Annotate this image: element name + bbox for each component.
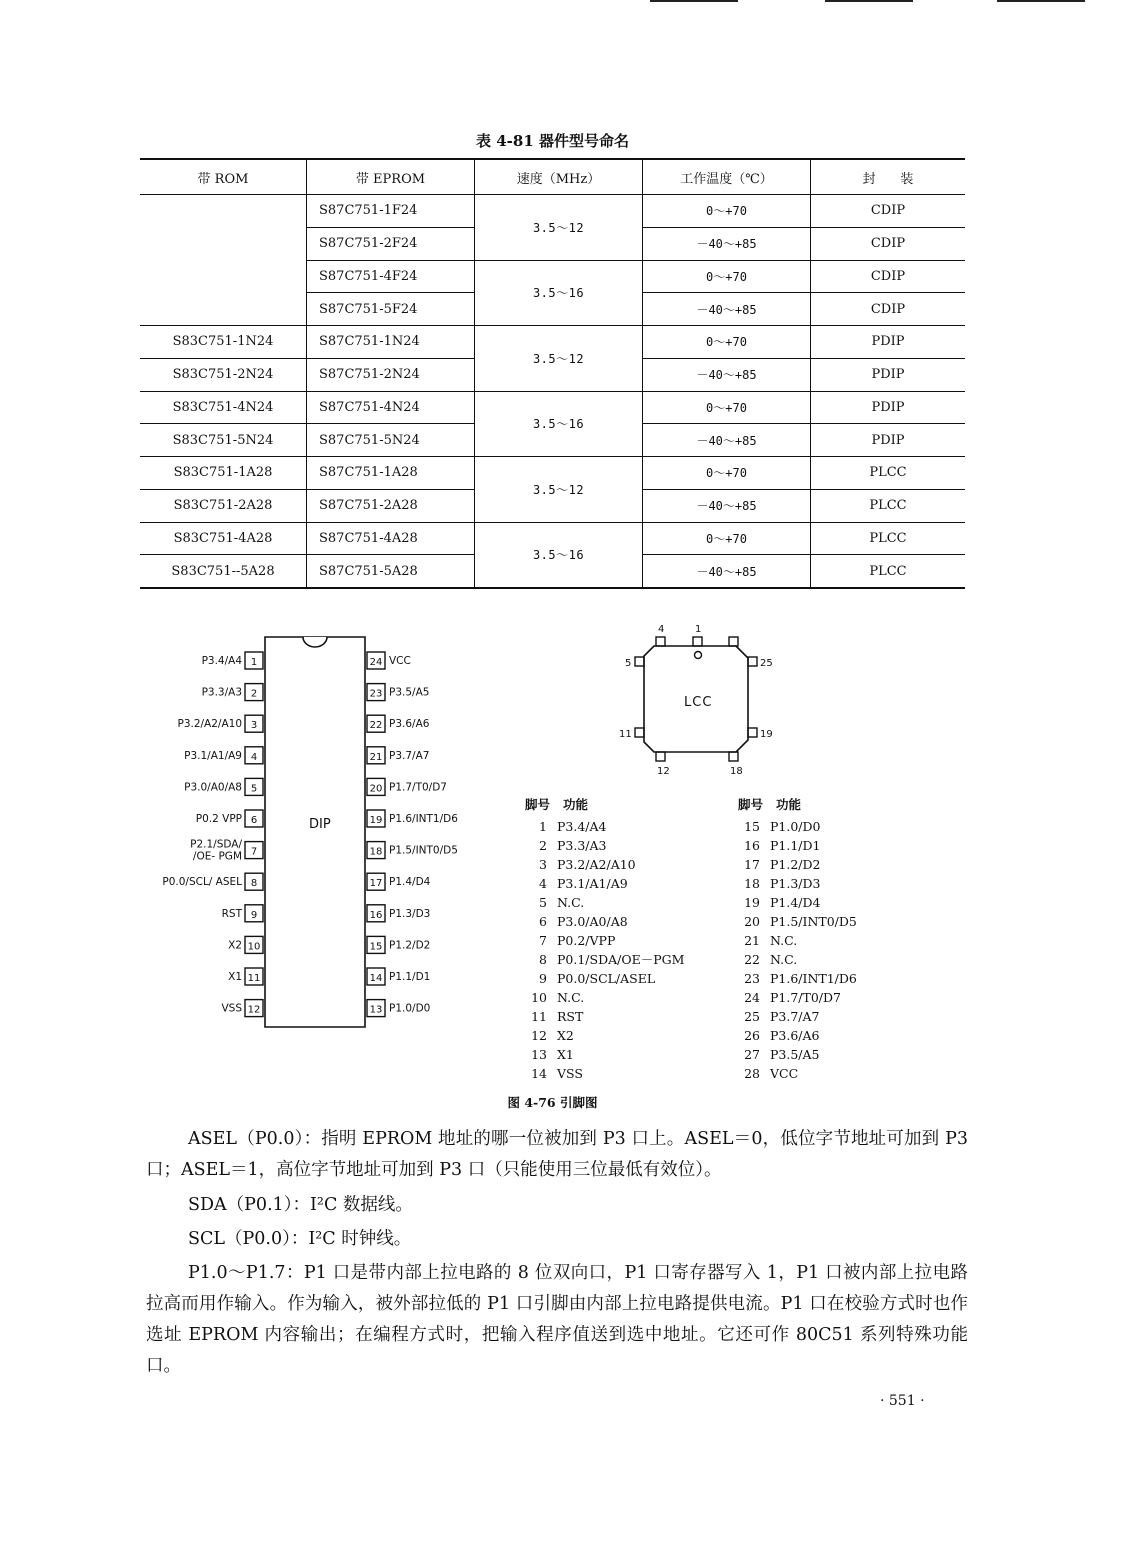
lcc-package-diagram [610, 610, 810, 780]
pin-function: P1.1/D1 [770, 838, 821, 853]
dip-pin-label: VSS [221, 1002, 242, 1015]
pin-function: P3.6/A6 [770, 1028, 820, 1043]
lcc-pin-pad [693, 637, 702, 646]
page-number: · 551 · [880, 1393, 925, 1409]
pin-number: 3 [539, 857, 547, 872]
pin-function: P3.3/A3 [557, 838, 607, 853]
rom-cell: S83C751--5A28 [140, 555, 307, 588]
pin-number: 2 [539, 838, 547, 853]
dip-pin-label: P2.1/SDA/ [190, 838, 242, 851]
lcc-pin-pad [656, 637, 665, 646]
pin-function: P3.4/A4 [557, 819, 607, 834]
eprom-cell: S87C751-5F24 [307, 293, 475, 326]
pin-function: P0.1/SDA/OE－PGM [557, 952, 685, 967]
dip-pin-label: P1.2/D2 [389, 939, 431, 952]
pin-function-table-left [525, 795, 725, 1083]
pin-number: 9 [539, 971, 547, 986]
eprom-cell: S87C751-2A28 [307, 489, 475, 522]
lcc-pin-pad [656, 752, 665, 761]
eprom-cell: S87C751-2N24 [307, 358, 475, 391]
rom-cell: S83C751-1N24 [140, 326, 307, 359]
temp-cell: －40～+85 [643, 227, 811, 260]
eprom-cell: S87C751-4N24 [307, 391, 475, 424]
temp-cell: 0～+70 [643, 260, 811, 293]
package-cell: PDIP [811, 424, 966, 457]
pin-function: P0.0/SCL/ASEL [557, 971, 656, 986]
pin-number: 4 [539, 876, 547, 891]
dip-body [265, 637, 365, 1027]
pin-function: P1.6/INT1/D6 [770, 971, 857, 986]
pin-table-row [525, 912, 725, 931]
table-row [140, 522, 965, 555]
eprom-cell: S87C751-5N24 [307, 424, 475, 457]
dip-pin-label: P1.4/D4 [389, 876, 431, 889]
temp-cell: －40～+85 [643, 358, 811, 391]
pin-number: 27 [744, 1047, 760, 1062]
speed-cell: 3.5～12 [475, 195, 643, 261]
pin-function: X1 [557, 1047, 574, 1062]
pin-number: 1 [539, 819, 547, 834]
pin-table-row [525, 950, 725, 969]
eprom-cell: S87C751-5A28 [307, 555, 475, 588]
table-caption: 表 4-81 器件型号命名 [476, 132, 629, 150]
dip-pin-label: P3.0/A0/A8 [184, 781, 242, 794]
pin-number: 15 [744, 819, 760, 834]
package-cell: PDIP [811, 326, 966, 359]
header-temperature: 工作温度（℃） [643, 159, 811, 195]
dip-pin-label: P3.1/A1/A9 [184, 749, 242, 762]
dip-pin-label: VCC [389, 655, 411, 667]
pin-table-row [738, 817, 938, 836]
pin-function: P3.0/A0/A8 [557, 914, 628, 929]
pin-number: 22 [744, 952, 760, 967]
top-rule [650, 0, 738, 2]
temp-cell: 0～+70 [643, 391, 811, 424]
body-paragraph: SDA（P0.1）：I²C 数据线。 [188, 1195, 413, 1215]
dip-pin-label: P3.4/A4 [201, 655, 242, 667]
table-row [140, 457, 965, 490]
temp-cell: －40～+85 [643, 293, 811, 326]
rom-cell: S83C751-4A28 [140, 522, 307, 555]
dip-pin-label: P1.0/D0 [389, 1002, 431, 1015]
pin-function: P3.1/A1/A9 [557, 876, 628, 891]
dip-pin-label: X2 [228, 939, 242, 952]
dip-pin-number: 18 [369, 846, 383, 858]
pin-number: 24 [744, 990, 760, 1005]
pin-function: VSS [557, 1066, 583, 1081]
table-row [140, 195, 965, 228]
pin-table-row [525, 893, 725, 912]
pin-table-row [525, 836, 725, 855]
pin-function: P1.4/D4 [770, 895, 821, 910]
dip-pin-number: 7 [250, 846, 258, 858]
pin-number: 28 [744, 1066, 760, 1081]
rom-cell: S83C751-2A28 [140, 489, 307, 522]
pin-number: 6 [539, 914, 547, 929]
table-row [140, 326, 965, 359]
speed-cell: 3.5～12 [475, 457, 643, 523]
lcc-pin-pad [635, 728, 644, 737]
dip-pin-number: 15 [369, 941, 383, 953]
eprom-cell: S87C751-1F24 [307, 195, 475, 228]
pin-number: 14 [531, 1066, 547, 1081]
pin1-marker [695, 652, 702, 659]
pin-function: P3.5/A5 [770, 1047, 820, 1062]
dip-pin-number: 21 [369, 751, 383, 763]
temp-cell: 0～+70 [643, 195, 811, 228]
pin-table-header: 脚号 功能 [525, 797, 589, 812]
dip-pin-number: 11 [247, 973, 261, 984]
pin-table-row [738, 1045, 938, 1064]
header-package: 封 装 [811, 159, 966, 195]
dip-pin-number: 9 [250, 909, 258, 921]
pin-function: P1.2/D2 [770, 857, 821, 872]
dip-notch [303, 637, 327, 647]
dip-pin-number: 1 [250, 657, 258, 668]
speed-cell: 3.5～16 [475, 391, 643, 457]
top-rule [825, 0, 913, 2]
dip-pin-label: P1.6/INT1/D6 [389, 813, 458, 825]
pin-table-row [525, 1064, 725, 1083]
rom-cell: S83C751-4N24 [140, 391, 307, 424]
pin-table-row [738, 874, 938, 893]
pin-table-row [738, 1064, 938, 1083]
pin-number: 7 [539, 933, 547, 948]
dip-pin-label: P1.5/INT0/D5 [389, 844, 458, 857]
package-cell: CDIP [811, 260, 966, 293]
pin-table-header: 脚号 功能 [738, 797, 802, 812]
device-type-table [140, 158, 965, 589]
speed-cell: 3.5～16 [475, 260, 643, 326]
temp-cell: 0～+70 [643, 522, 811, 555]
dip-pin-number: 3 [250, 720, 258, 732]
pin-number: 25 [744, 1009, 760, 1024]
dip-pin-label: P0.0/SCL/ ASEL [162, 876, 242, 889]
dip-pin-number: 2 [250, 688, 258, 700]
dip-pin-number: 20 [369, 783, 383, 795]
eprom-cell: S87C751-4F24 [307, 260, 475, 293]
eprom-cell: S87C751-1A28 [307, 457, 475, 490]
package-cell: PDIP [811, 358, 966, 391]
lcc-pin-label: 5 [625, 658, 632, 669]
pin-function-table-right [738, 795, 938, 1083]
dip-pin-number: 19 [369, 815, 383, 826]
dip-pin-label: P1.3/D3 [389, 907, 431, 920]
pin-function: P3.2/A2/A10 [557, 857, 636, 872]
dip-pin-number: 17 [369, 878, 383, 890]
pin-table-row [525, 1045, 725, 1064]
pin-function: N.C. [557, 990, 585, 1005]
dip-pin-label: P3.2/A2/A10 [177, 718, 242, 731]
dip-pin-number: 10 [247, 941, 261, 953]
rom-cell: S83C751-1A28 [140, 457, 307, 490]
lcc-pin-pad [729, 752, 738, 761]
lcc-pin-pad [748, 657, 757, 666]
pin-function: P3.7/A7 [770, 1009, 820, 1024]
eprom-cell: S87C751-2F24 [307, 227, 475, 260]
lcc-pin-label: 1 [695, 624, 702, 635]
pin-table-row [525, 988, 725, 1007]
package-cell: PLCC [811, 489, 966, 522]
pin-table-row [525, 855, 725, 874]
dip-pin-number: 23 [369, 688, 383, 700]
dip-pin-label: P3.5/A5 [389, 686, 430, 699]
dip-pin-number: 13 [369, 1004, 383, 1016]
pin-table-row [738, 931, 938, 950]
eprom-cell: S87C751-1N24 [307, 326, 475, 359]
pin-table-row [525, 931, 725, 950]
pin-table-row [738, 893, 938, 912]
pin-function: RST [557, 1009, 584, 1024]
pin-number: 11 [531, 1009, 547, 1024]
pin-table-row [738, 950, 938, 969]
dip-pin-number: 14 [369, 973, 383, 984]
pin-number: 26 [744, 1028, 760, 1043]
lcc-pin-pad [748, 728, 757, 737]
body-paragraph: ASEL（P0.0）：指明 EPROM 地址的哪一位被加到 P3 口上。ASEL＝0，低位字节地址可加到 P3 口；ASEL＝1，高位字节地址可加到 P3 口（只能使用三位最低有效位）。 [146, 1129, 968, 1180]
lcc-pin-label: 12 [657, 766, 670, 777]
dip-pin-label: P3.3/A3 [201, 686, 242, 699]
dip-pin-number: 12 [247, 1004, 261, 1016]
pin-table-row [738, 836, 938, 855]
pin-table-row [525, 817, 725, 836]
pin-function: P1.0/D0 [770, 819, 821, 834]
dip-pin-number: 6 [250, 815, 258, 826]
package-cell: PLCC [811, 457, 966, 490]
pin-number: 5 [539, 895, 547, 910]
lcc-pin-pad [729, 637, 738, 646]
lcc-pin-label: 25 [760, 658, 773, 669]
pin-function: P1.5/INT0/D5 [770, 914, 857, 929]
pin-table-row [738, 969, 938, 988]
pin-table-row [525, 874, 725, 893]
lcc-pin-label: 19 [760, 729, 773, 740]
pin-table-row [738, 988, 938, 1007]
package-cell: CDIP [811, 227, 966, 260]
table-row [140, 391, 965, 424]
pin-table-row [525, 1007, 725, 1026]
package-cell: PLCC [811, 555, 966, 588]
dip-pin-label: P0.2 VPP [195, 813, 242, 825]
body-paragraph: P1.0～P1.7：P1 口是带内部上拉电路的 8 位双向口，P1 口寄存器写入 1，P1 口被内部上拉电路拉高而用作输入。作为输入，被外部拉低的 P1 口引脚由内部上拉电路提供电流。P1 口在校验方式时也作选址 EPROM 内容输出；在编程方式时，把输入程序值送到选中地址。它还可作 80C51 系列特殊功能口。 [146, 1263, 968, 1376]
dip-pin-label: X1 [228, 971, 242, 983]
header-rom: 带 ROM [140, 159, 307, 195]
pin-table-row [738, 912, 938, 931]
header-speed: 速度（MHz） [475, 159, 643, 195]
pin-number: 18 [744, 876, 760, 891]
pin-function: P1.7/T0/D7 [770, 990, 841, 1005]
body-paragraph: SCL（P0.0）：I²C 时钟线。 [188, 1229, 412, 1249]
pin-number: 8 [539, 952, 547, 967]
lcc-chip-label: LCC [684, 695, 713, 710]
dip-pin-number: 5 [250, 783, 258, 795]
pin-number: 16 [744, 838, 760, 853]
pin-table-row [525, 969, 725, 988]
rom-empty-cell [140, 195, 307, 326]
eprom-cell: S87C751-4A28 [307, 522, 475, 555]
figure-caption: 图 4-76 引脚图 [507, 1095, 598, 1110]
pin-number: 12 [531, 1028, 547, 1043]
pin-number: 23 [744, 971, 760, 986]
dip-pin-label: P1.1/D1 [389, 971, 431, 983]
pin-function: VCC [770, 1066, 799, 1081]
pin-table-row [738, 1007, 938, 1026]
dip-pin-label-cont: /OE- PGM [192, 850, 242, 863]
dip-pin-label: RST [221, 907, 242, 920]
header-eprom: 带 EPROM [307, 159, 475, 195]
lcc-pin-label: 18 [730, 766, 743, 777]
lcc-pin-label: 11 [619, 729, 632, 740]
dip-pin-label: P3.6/A6 [389, 718, 430, 731]
top-rule [997, 0, 1085, 2]
pin-number: 21 [744, 933, 760, 948]
speed-cell: 3.5～12 [475, 326, 643, 392]
pin-function: N.C. [770, 952, 798, 967]
temp-cell: －40～+85 [643, 489, 811, 522]
pin-function: X2 [557, 1028, 574, 1043]
dip-pin-number: 24 [369, 657, 383, 668]
pin-number: 13 [531, 1047, 547, 1062]
pin-function: N.C. [770, 933, 798, 948]
temp-cell: －40～+85 [643, 555, 811, 588]
package-cell: PLCC [811, 522, 966, 555]
pin-function: P0.2/VPP [557, 933, 616, 948]
pin-number: 19 [744, 895, 760, 910]
package-cell: CDIP [811, 293, 966, 326]
dip-pin-label: P1.7/T0/D7 [389, 781, 447, 794]
rom-cell: S83C751-5N24 [140, 424, 307, 457]
pin-number: 17 [744, 857, 760, 872]
speed-cell: 3.5～16 [475, 522, 643, 588]
rom-cell: S83C751-2N24 [140, 358, 307, 391]
temp-cell: －40～+85 [643, 424, 811, 457]
pin-function: N.C. [557, 895, 585, 910]
lcc-pin-pad [635, 657, 644, 666]
dip-pin-number: 16 [369, 909, 383, 921]
temp-cell: 0～+70 [643, 457, 811, 490]
temp-cell: 0～+70 [643, 326, 811, 359]
pin-number: 20 [744, 914, 760, 929]
pin-table-row [738, 855, 938, 874]
table-header-row [140, 159, 965, 195]
pin-table-row [525, 1026, 725, 1045]
package-cell: CDIP [811, 195, 966, 228]
dip-chip-label: DIP [309, 817, 331, 832]
pin-table-row [738, 1026, 938, 1045]
dip-pin-number: 4 [250, 751, 258, 763]
dip-pin-number: 22 [369, 720, 383, 732]
pin-number: 10 [531, 990, 547, 1005]
dip-pin-label: P3.7/A7 [389, 749, 430, 762]
pin-function: P1.3/D3 [770, 876, 821, 891]
package-cell: PDIP [811, 391, 966, 424]
dip-pin-number: 8 [250, 878, 258, 890]
lcc-pin-label: 4 [658, 624, 665, 635]
